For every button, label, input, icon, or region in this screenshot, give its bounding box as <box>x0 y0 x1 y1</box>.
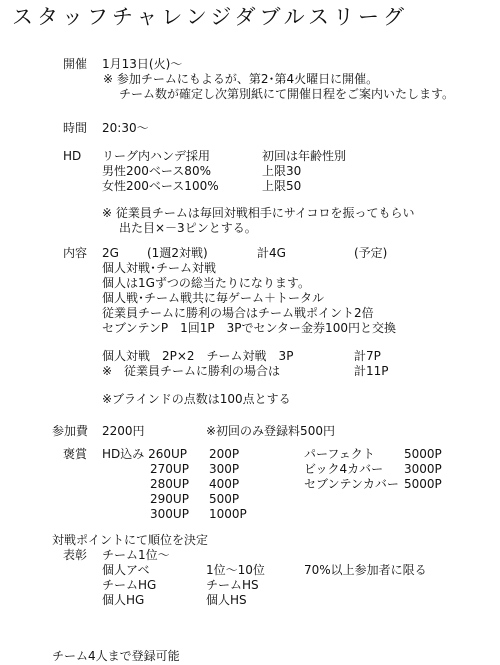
content-games-total: 計4G <box>257 246 286 260</box>
prizes-label: 褒賞 <box>63 447 88 461</box>
content-line: セブンテンP 1回1P 3Pでセンター金券100円と交換 <box>102 321 396 335</box>
content-label: 内容 <box>63 246 88 260</box>
hd-male-cap: 上限30 <box>262 164 302 178</box>
award-individual-hg: 個人HG <box>102 593 145 607</box>
prize-points: 1000P <box>209 507 247 521</box>
award-individual-avg-note: 70%以上参加者に限る <box>304 563 427 577</box>
content-line: 従業員チームに勝利の場合はチーム戦ポイント2倍 <box>102 306 374 320</box>
footer-note: チーム4人まで登録可能 <box>52 649 180 663</box>
special-prize-points: 5000P <box>404 447 442 461</box>
schedule-label: 開催 <box>63 57 88 71</box>
hd-line-1-note: 初回は年齢性別 <box>262 149 347 163</box>
schedule-note-2: チーム数が確定し次第別紙にて開催日程をご案内いたします。 <box>119 87 455 101</box>
prize-points: 200P <box>209 447 240 461</box>
points-note-total: 計11P <box>354 364 389 378</box>
fee-label: 参加費 <box>52 424 89 438</box>
content-line: 個人対戦･チーム対戦 <box>102 261 217 275</box>
prize-score: 270UP <box>150 462 189 476</box>
fee-value: 2200円 <box>102 424 145 438</box>
hd-label: HD <box>63 149 82 163</box>
page-title: スタッフチャレンジダブルスリーグ <box>12 5 409 29</box>
content-games: 2G <box>102 246 119 260</box>
prize-points: 400P <box>209 477 240 491</box>
award-individual-hs: 個人HS <box>206 593 247 607</box>
prize-points: 300P <box>209 462 240 476</box>
award-team-first: チーム1位～ <box>102 548 170 562</box>
blind-note: ※ブラインドの点数は100点とする <box>102 392 291 406</box>
prize-points: 500P <box>209 492 240 506</box>
hd-male: 男性200ベース80% <box>102 164 211 178</box>
schedule-note-1: ※ 参加チームにもよるが、第2･第4火曜日に開催。 <box>103 72 379 86</box>
content-line: 個人は1Gずつの総当たりになります。 <box>102 276 310 290</box>
time-label: 時間 <box>63 121 88 135</box>
special-prize-points: 5000P <box>404 477 442 491</box>
content-games-detail: (1週2対戦) <box>147 246 208 260</box>
content-games-plan: (予定) <box>354 246 388 260</box>
time-value: 20:30～ <box>102 121 149 135</box>
hd-note-1: ※ 従業員チームは毎回対戦相手にサイコロを振ってもらい <box>102 206 415 220</box>
award-team-hs: チームHS <box>206 578 259 592</box>
award-team-hg: チームHG <box>102 578 157 592</box>
special-prize-points: 3000P <box>404 462 442 476</box>
points-note: ※ 従業員チームに勝利の場合は <box>102 364 281 378</box>
points-line: 個人対戦 2P×2 チーム対戦 3P <box>102 349 294 363</box>
award-individual-avg: 個人アベ <box>102 563 150 577</box>
fee-note: ※初回のみ登録料500円 <box>206 424 335 438</box>
content-line: 個人戦･チーム戦共に毎ゲーム＋トータル <box>102 291 325 305</box>
hd-female-cap: 上限50 <box>262 179 302 193</box>
special-prize-name: ビック4カバー <box>304 462 384 476</box>
special-prize-name: セブンテンカバー <box>304 477 399 491</box>
prize-score: HD込み 260UP <box>102 447 188 461</box>
hd-note-2: 出た目×－3ピンとする。 <box>119 221 257 235</box>
schedule-value: 1月13日(火)～ <box>102 57 183 71</box>
prize-score: 290UP <box>150 492 189 506</box>
prize-score: 300UP <box>150 507 189 521</box>
prize-score: 280UP <box>150 477 189 491</box>
award-individual-avg-range: 1位～10位 <box>206 563 265 577</box>
hd-female: 女性200ベース100% <box>102 179 219 193</box>
special-prize-name: パーフェクト <box>304 447 375 461</box>
points-total: 計7P <box>354 349 381 363</box>
hd-line-1: リーグ内ハンデ採用 <box>102 149 211 163</box>
ranking-line: 対戦ポイントにて順位を決定 <box>52 533 209 547</box>
awards-label: 表彰 <box>63 548 88 562</box>
